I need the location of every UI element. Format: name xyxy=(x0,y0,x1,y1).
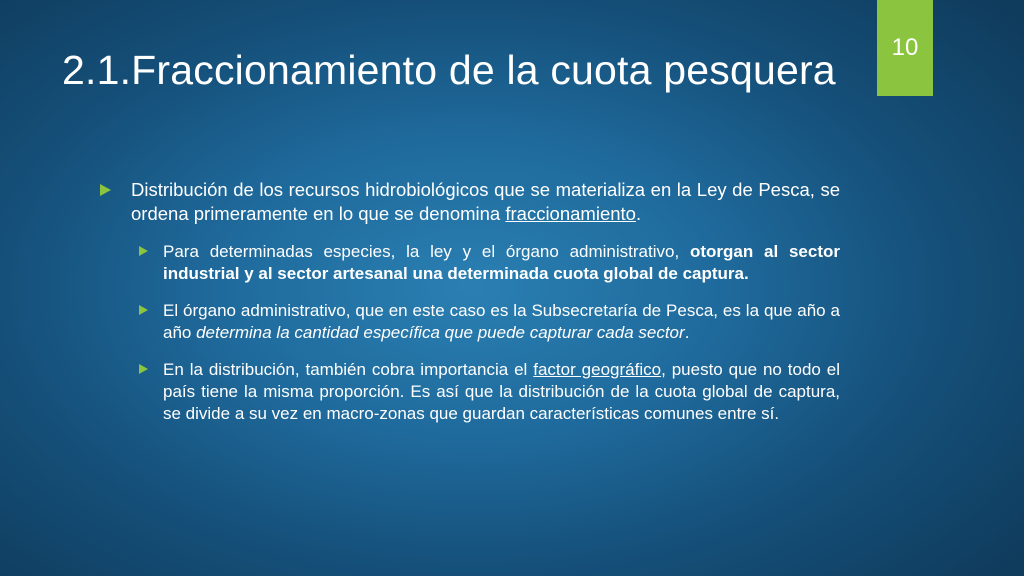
sub-bullet-text: En la distribución, también cobra importancia el xyxy=(163,360,534,379)
underlined-term: factor geográfico xyxy=(533,360,662,379)
page-number: 10 xyxy=(891,34,919,61)
arrow-bullet-icon xyxy=(139,246,148,256)
bullet-item xyxy=(100,178,840,226)
sub-bullet-item xyxy=(139,300,840,344)
bullet-text: Distribución de los recursos hidrobiológicos que se materializa en la Ley de Pesca, se ordena primeramente en lo que se denomina xyxy=(131,179,840,224)
italic-text: determina la cantidad específica que puede capturar cada sector xyxy=(196,323,685,342)
slide-title: 2.1.Fraccionamiento de la cuota pesquera xyxy=(62,47,836,93)
arrow-bullet-icon xyxy=(139,305,148,315)
arrow-bullet-icon xyxy=(100,184,111,196)
bold-text: otorgan al sector industrial y al sector artesanal una determinada cuota global de captura. xyxy=(163,242,840,283)
sub-bullet-text-end: . xyxy=(684,323,690,342)
underlined-term: fraccionamiento xyxy=(505,203,636,224)
sub-bullet-item xyxy=(139,359,840,425)
bullet-list xyxy=(100,178,840,425)
sub-bullet-text: El órgano administrativo, que en este caso es la Subsecretaría de Pesca, es la que año a año xyxy=(163,301,840,342)
page-number-badge xyxy=(877,0,933,96)
bullet-text-end: . xyxy=(635,203,642,224)
sub-bullet-text: Para determinadas especies, la ley y el órgano administrativo, xyxy=(163,242,690,261)
sub-bullet-item xyxy=(139,241,840,285)
arrow-bullet-icon xyxy=(139,364,148,374)
sub-bullet-text-rest: , puesto que no todo el país tiene la misma proporción. Es así que la distribución de la cuota global de captura, se divide a su vez en macro-zonas que guardan características comunes entre sí. xyxy=(163,360,840,423)
